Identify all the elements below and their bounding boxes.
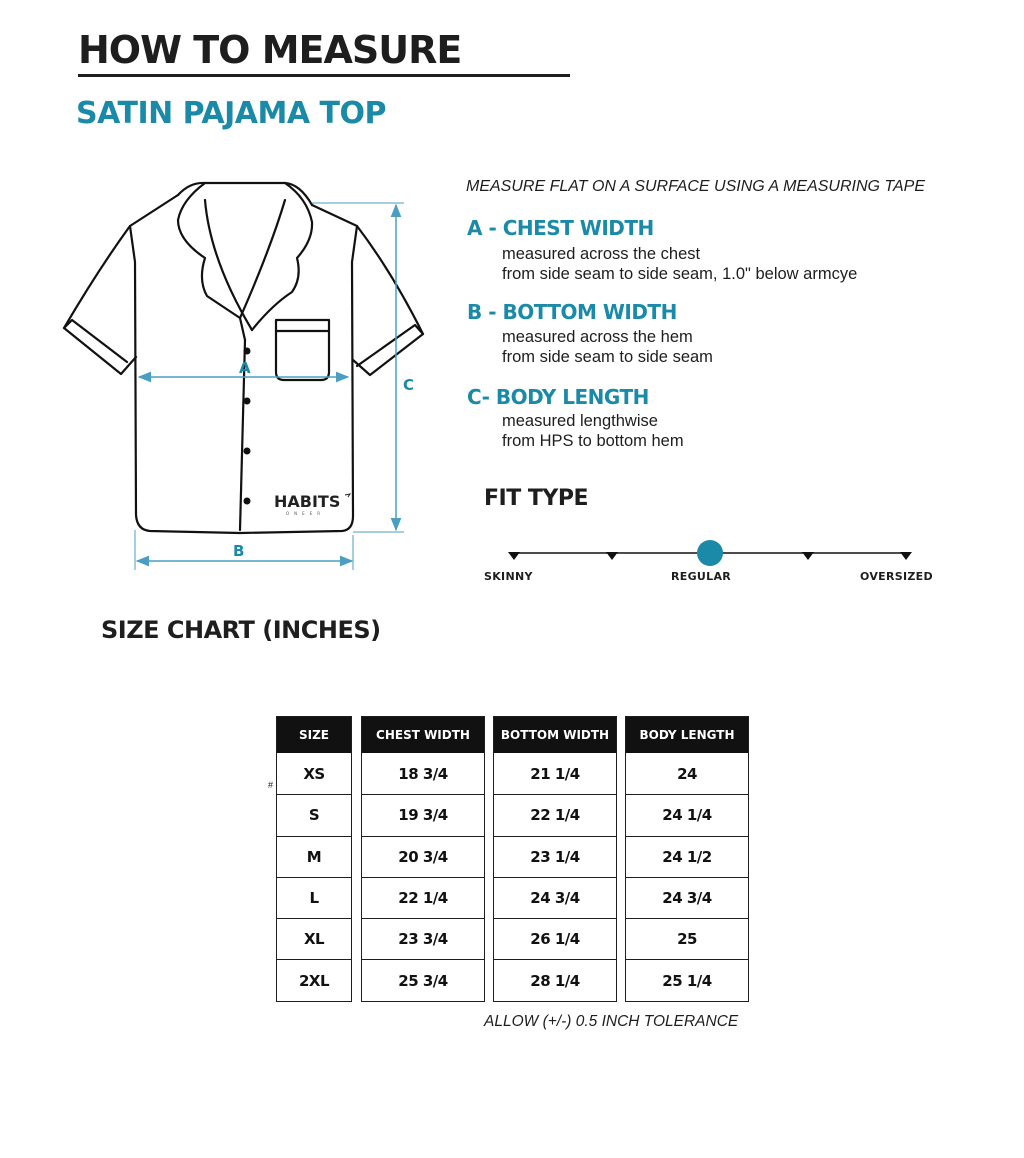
table-cell: 25 1/4 xyxy=(626,959,748,1000)
fit-label-oversized: OVERSIZED xyxy=(860,570,933,583)
fit-stop-marker xyxy=(900,552,912,560)
table-cell: 23 3/4 xyxy=(362,918,484,959)
chest-width-heading: A - CHEST WIDTH xyxy=(467,216,654,240)
table-cell: 19 3/4 xyxy=(362,794,484,835)
table-cell: 28 1/4 xyxy=(494,959,616,1000)
body-length-heading: C- BODY LENGTH xyxy=(467,385,649,409)
page-title: HOW TO MEASURE xyxy=(78,28,462,72)
table-cell: 2XL xyxy=(277,959,351,1000)
measure-instruction: MEASURE FLAT ON A SURFACE USING A MEASURING TAPE xyxy=(466,178,926,195)
column-header: CHEST WIDTH xyxy=(362,717,484,753)
chest-width-desc-1: measured across the chest xyxy=(502,245,701,263)
table-cell: 24 1/2 xyxy=(626,836,748,877)
table-cell: 18 3/4 xyxy=(398,764,448,783)
brand-logo-subtext: ONEER xyxy=(286,511,325,516)
tolerance-note: ALLOW (+/-) 0.5 INCH TOLERANCE xyxy=(484,1013,739,1030)
row-marker: # xyxy=(268,780,274,790)
table-cell: XS xyxy=(303,764,325,783)
column-header: SIZE xyxy=(277,717,351,753)
chest-width-desc-2: from side seam to side seam, 1.0" below armcye xyxy=(502,265,858,283)
table-cell: 22 1/4 xyxy=(494,794,616,835)
bottom-width-desc-1: measured across the hem xyxy=(502,328,693,346)
fit-stop-marker xyxy=(508,552,520,560)
fit-selected-indicator xyxy=(697,540,723,566)
table-cell: 25 xyxy=(626,918,748,959)
table-cell: 25 3/4 xyxy=(362,959,484,1000)
column-header: BODY LENGTH xyxy=(626,717,748,753)
shirt-outline xyxy=(64,183,423,533)
table-cell: S xyxy=(277,794,351,835)
table-cell: 24 xyxy=(677,764,697,783)
bottom-width-desc-2: from side seam to side seam xyxy=(502,348,713,366)
size-chart-title: SIZE CHART (INCHES) xyxy=(101,616,381,644)
table-cell: XL xyxy=(277,918,351,959)
bottom-width-column xyxy=(493,716,617,1002)
body-length-column xyxy=(625,716,749,1002)
column-header: BOTTOM WIDTH xyxy=(494,717,616,753)
bottom-width-heading: B - BOTTOM WIDTH xyxy=(467,300,677,324)
fit-type-scale xyxy=(500,535,920,570)
fit-stop-marker xyxy=(606,552,618,560)
body-length-desc-2: from HPS to bottom hem xyxy=(502,432,684,450)
fit-label-skinny: SKINNY xyxy=(484,570,533,583)
table-cell: 20 3/4 xyxy=(362,836,484,877)
table-cell: 23 1/4 xyxy=(494,836,616,877)
table-cell: 24 3/4 xyxy=(494,877,616,918)
title-underline xyxy=(78,74,570,77)
body-length-desc-1: measured lengthwise xyxy=(502,412,658,430)
label-a: A xyxy=(239,359,251,377)
table-cell: 24 1/4 xyxy=(626,794,748,835)
product-title: SATIN PAJAMA TOP xyxy=(76,96,386,131)
table-cell: L xyxy=(277,877,351,918)
table-cell: 26 1/4 xyxy=(494,918,616,959)
label-b: B xyxy=(233,542,245,560)
brand-logo: HABITS xyxy=(274,492,341,511)
table-cell: M xyxy=(277,836,351,877)
size-column xyxy=(276,716,352,1002)
label-c: C xyxy=(403,376,415,394)
fit-stop-marker xyxy=(802,552,814,560)
table-cell: 22 1/4 xyxy=(362,877,484,918)
table-cell: 21 1/4 xyxy=(530,764,580,783)
table-cell: 24 3/4 xyxy=(626,877,748,918)
fit-label-regular: REGULAR xyxy=(671,570,732,583)
chest-width-column xyxy=(361,716,485,1002)
fit-type-title: FIT TYPE xyxy=(484,486,588,511)
shirt-measurement-diagram xyxy=(55,170,445,580)
